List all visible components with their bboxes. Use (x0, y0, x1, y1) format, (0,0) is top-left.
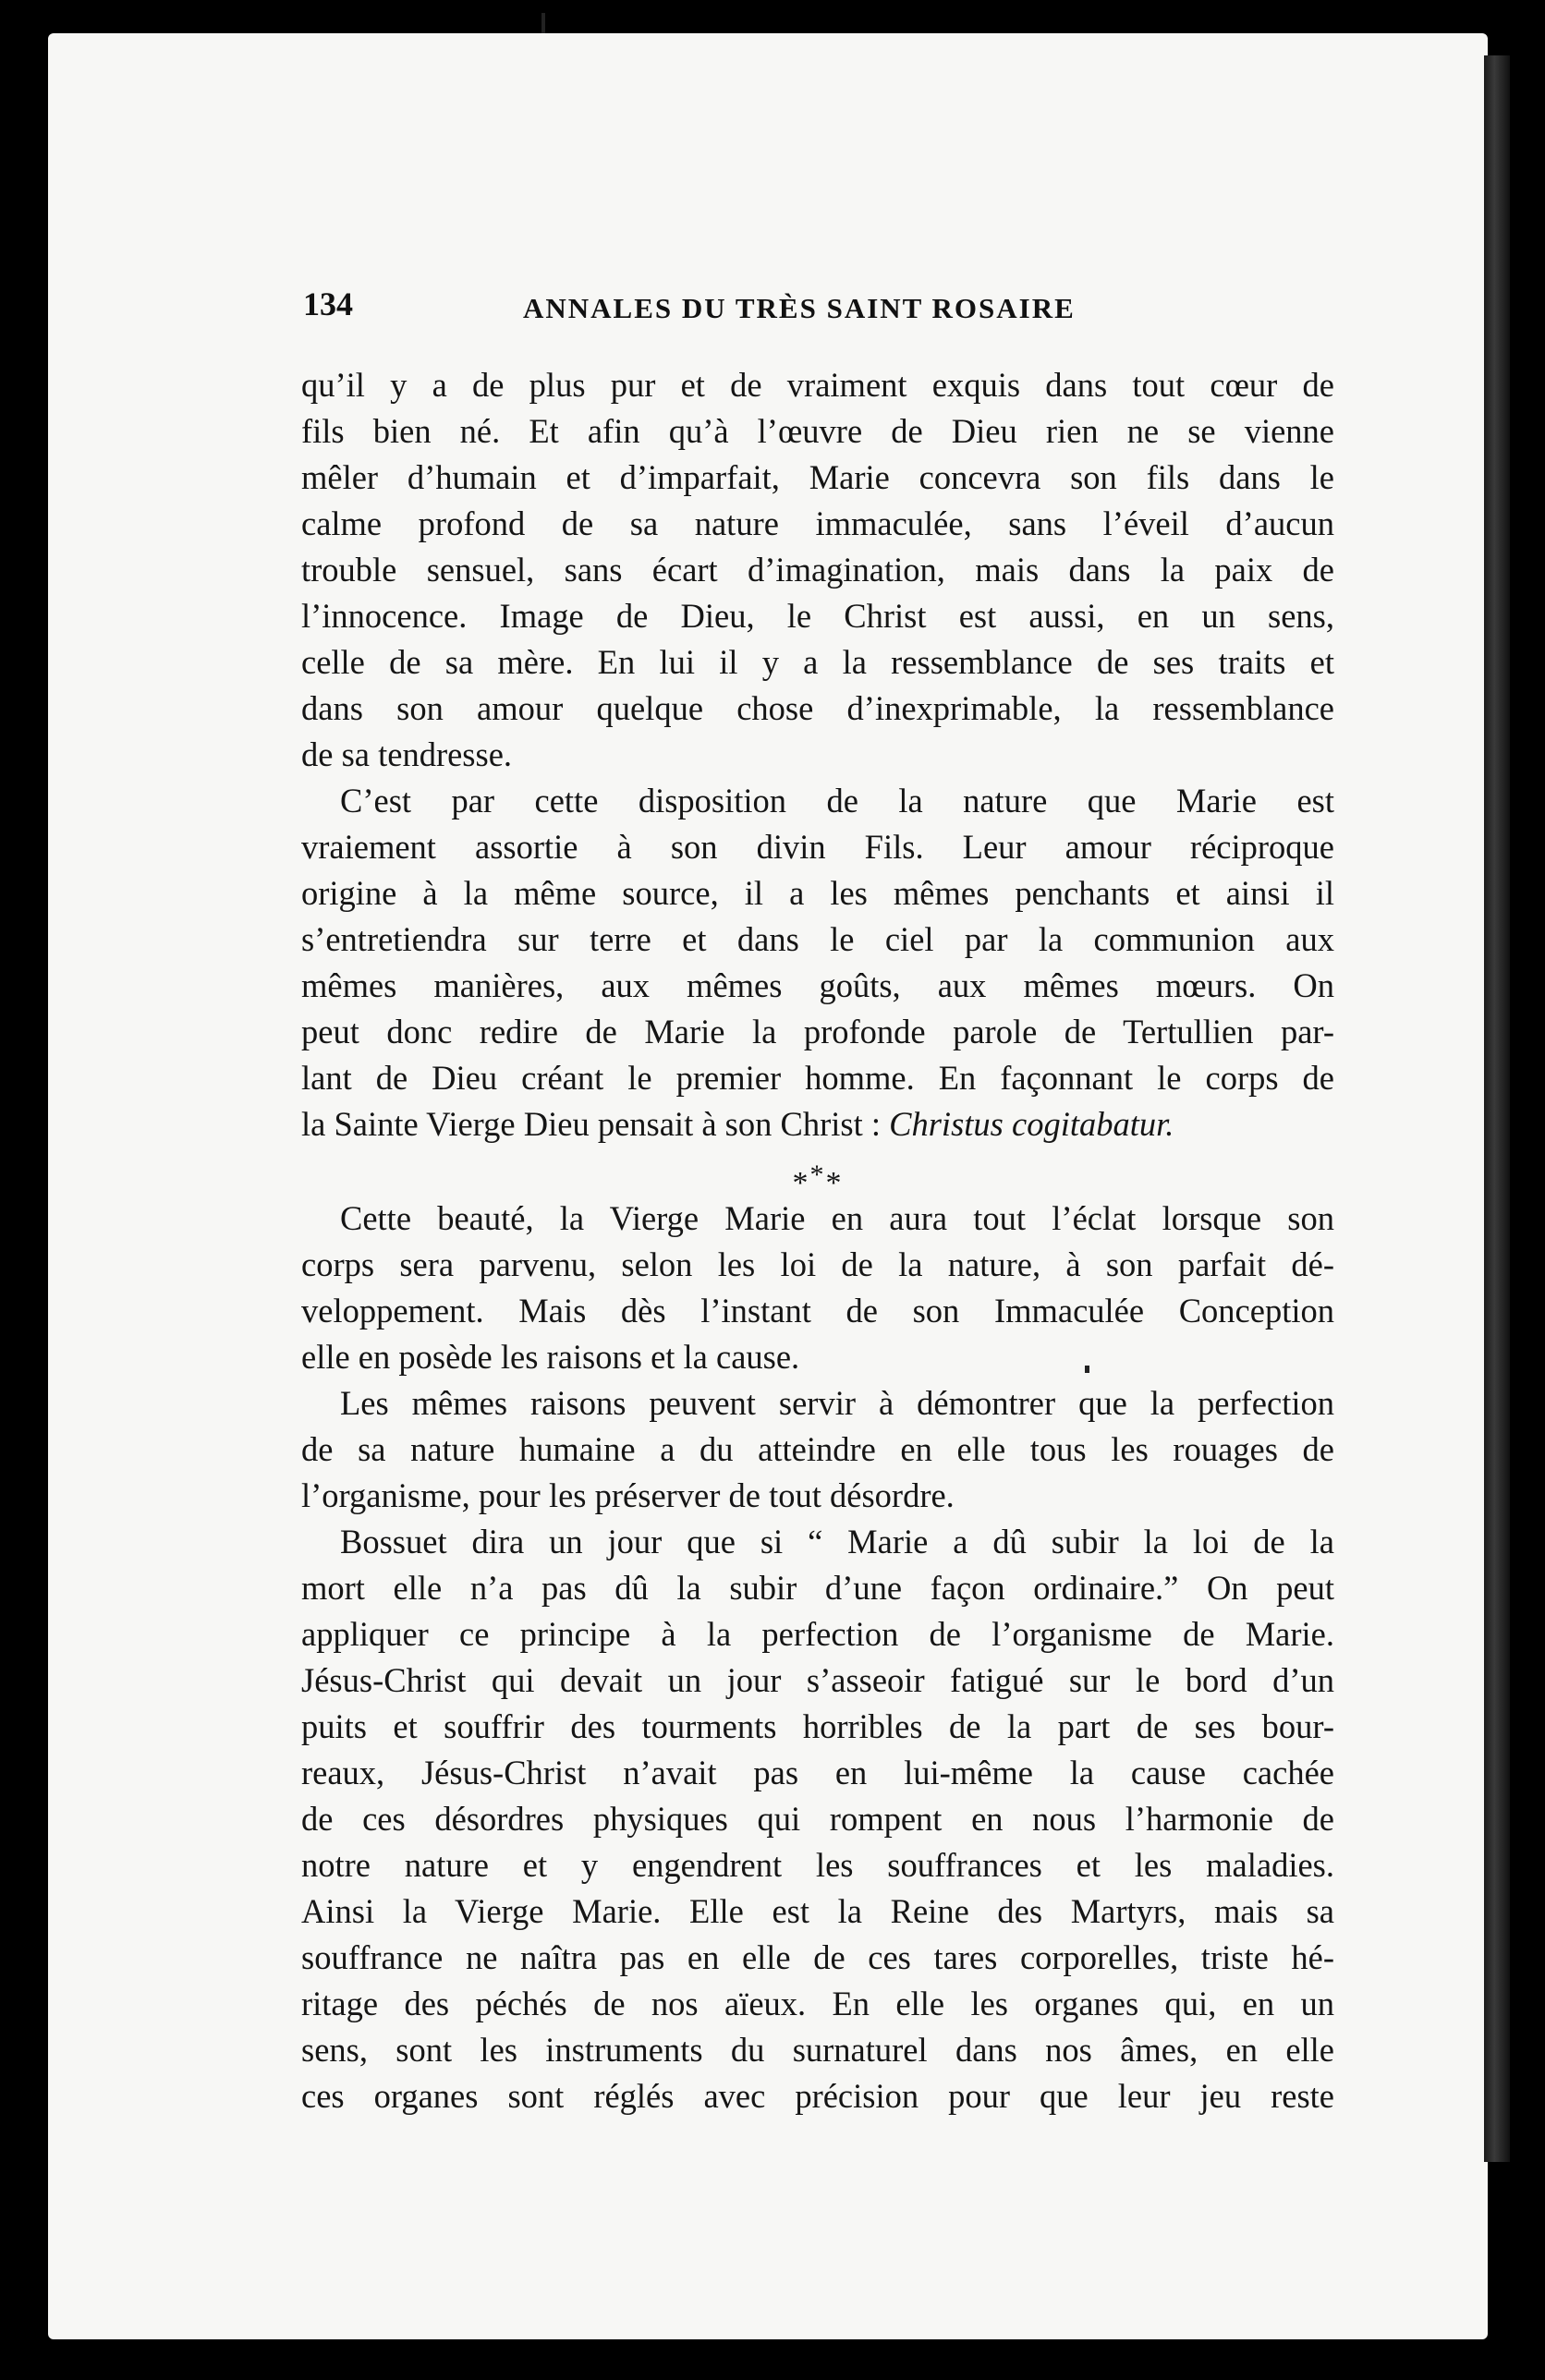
text-line: l’organisme, pour les préserver de tout désordre. (301, 1476, 955, 1514)
text-line: s’entretiendra sur terre et dans le ciel par la communion aux (301, 920, 1334, 958)
scan-speck (541, 13, 545, 33)
text-line: de ces désordres physiques qui rompent en nous l’harmonie de (301, 1800, 1334, 1838)
text-line: sens, sont les instruments du surnaturel dans nos âmes, en elle (301, 2031, 1334, 2069)
text-line: de sa nature humaine a du atteindre en elle tous les rouages de (301, 1430, 1334, 1468)
text-line: Jésus-Christ qui devait un jour s’asseoir fatigué sur le bord d’un (301, 1661, 1334, 1699)
text-line: reaux, Jésus-Christ n’avait pas en lui-même la cause cachée (301, 1754, 1334, 1791)
text-line: notre nature et y engendrent les souffrances et les maladies. (301, 1846, 1334, 1884)
text-line: veloppement. Mais dès l’instant de son Immaculée Conception (301, 1292, 1334, 1330)
text-segment: la Sainte Vierge Dieu pensait à son Christ : (301, 1105, 890, 1143)
text-line: puits et souffrir des tourments horribles de la part de ses bour- (301, 1707, 1334, 1745)
text-line: souffrance ne naîtra pas en elle de ces tares corporelles, triste hé- (301, 1938, 1334, 1976)
text-line: Cette beauté, la Vierge Marie en aura tout l’éclat lorsque son (340, 1199, 1334, 1237)
text-line: Les mêmes raisons peuvent servir à démontrer que la perfection (340, 1384, 1334, 1422)
text-line: vraiement assortie à son divin Fils. Leur amour réciproque (301, 828, 1334, 866)
text-line: fils bien né. Et afin qu’à l’œuvre de Dieu rien ne se vienne (301, 412, 1334, 450)
page-number: 134 (303, 285, 353, 322)
page-header (303, 279, 1347, 334)
text-line: C’est par cette disposition de la nature que Marie est (340, 782, 1334, 820)
text-line: de sa tendresse. (301, 735, 513, 773)
text-line: corps sera parvenu, selon les loi de la nature, à son parfait dé- (301, 1245, 1334, 1283)
text-line: calme profond de sa nature immaculée, sans l’éveil d’aucun (301, 504, 1334, 542)
text-line (301, 1101, 1334, 1148)
page-edge-shadow (1484, 55, 1510, 2162)
text-line: mêmes manières, aux mêmes goûts, aux mêmes mœurs. On (301, 966, 1334, 1004)
body-text (301, 362, 1334, 2119)
text-line: mêler d’humain et d’imparfait, Marie concevra son fils dans le (301, 458, 1334, 496)
text-line: ces organes sont réglés avec précision pour que leur jeu reste (301, 2077, 1334, 2115)
text-line: appliquer ce principe à la perfection de l’organisme de Marie. (301, 1615, 1334, 1653)
text-line: dans son amour quelque chose d’inexprimable, la ressemblance (301, 689, 1334, 727)
latin-quote: Christus cogitabatur. (889, 1105, 1174, 1143)
text-line: peut donc redire de Marie la profonde parole de Tertullien par- (301, 1013, 1334, 1050)
text-line: origine à la même source, il a les mêmes penchants et ainsi il (301, 874, 1334, 912)
asterism-divider: *** (792, 1160, 844, 1200)
text-line: lant de Dieu créant le premier homme. En façonnant le corps de (301, 1059, 1334, 1097)
text-line: mort elle n’a pas dû la subir d’une façon ordinaire.” On peut (301, 1569, 1334, 1607)
text-line: celle de sa mère. En lui il y a la ressemblance de ses traits et (301, 643, 1334, 681)
text-line: l’innocence. Image de Dieu, le Christ est aussi, en un sens, (301, 597, 1334, 635)
text-line: qu’il y a de plus pur et de vraiment exquis dans tout cœur de (301, 366, 1334, 404)
text-line: Ainsi la Vierge Marie. Elle est la Reine des Martyrs, mais sa (301, 1892, 1334, 1930)
text-line: elle en posède les raisons et la cause. (301, 1338, 800, 1376)
text-line: Bossuet dira un jour que si “ Marie a dû subir la loi de la (340, 1523, 1334, 1560)
running-title: ANNALES DU TRÈS SAINT ROSAIRE (523, 292, 1076, 324)
text-line: ritage des péchés de nos aïeux. En elle les organes qui, en un (301, 1985, 1334, 2022)
text-line: trouble sensuel, sans écart d’imagination, mais dans la paix de (301, 551, 1334, 589)
